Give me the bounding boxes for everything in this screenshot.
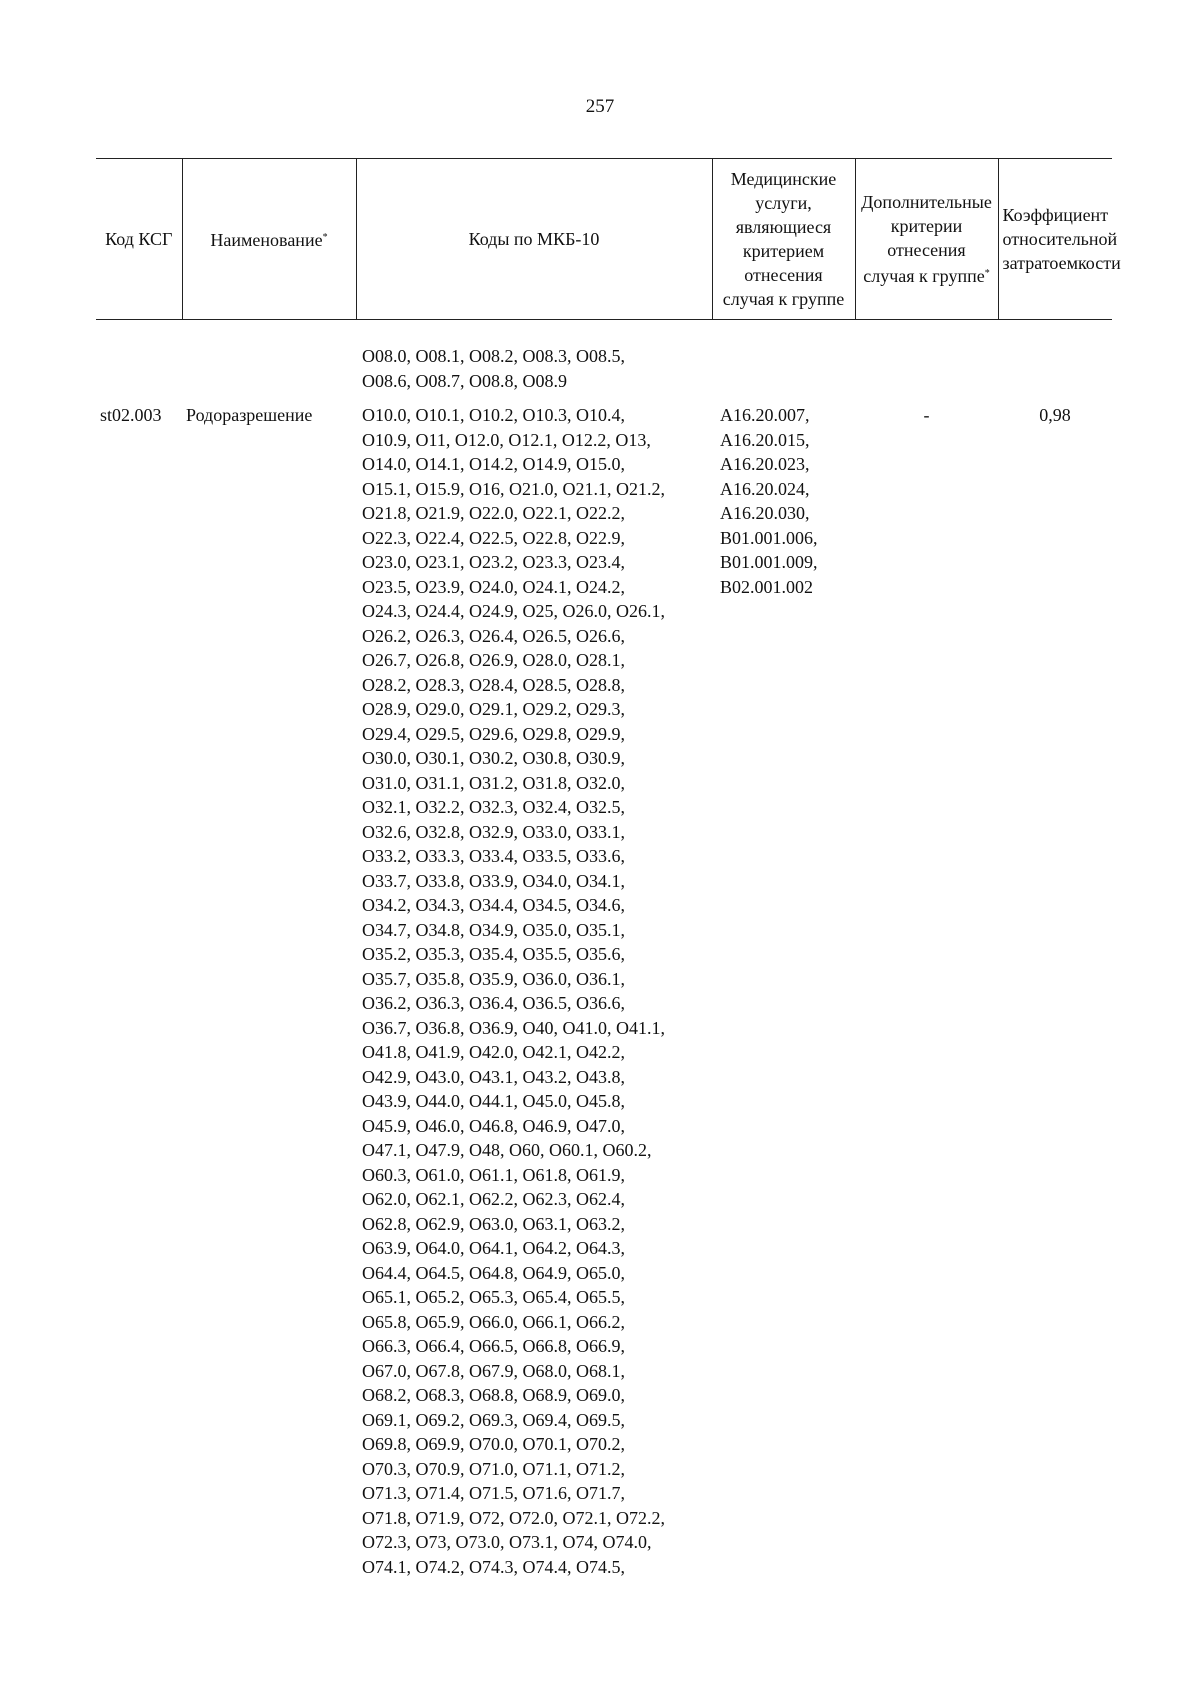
row-coefficient: 0,98 [1039,405,1071,425]
row-mkb-codes [356,403,712,1579]
mkb-code-line: O35.7, O35.8, O35.9, O36.0, O36.1, [362,968,625,989]
mkb-code-line: O10.9, O11, O12.0, O12.1, O12.2, O13, [362,429,651,450]
mkb-code-line: O67.0, O67.8, O67.9, O68.0, O68.1, [362,1360,625,1381]
header-additional-criteria: Дополнительные критерии отнесения случая к группе* [855,159,998,320]
mkb-code-line: O63.9, O64.0, O64.1, O64.2, O64.3, [362,1238,625,1258]
table-row [96,403,1112,1579]
mkb-code-line: O34.2, O34.3, O34.4, O34.5, O34.6, [362,895,625,915]
mkb-code-line: O31.0, O31.1, O31.2, O31.8, O32.0, [362,772,625,793]
service-code-line: A16.20.030, [720,503,810,523]
service-code-line: A16.20.023, [720,454,810,474]
mkb-code-line: O34.7, O34.8, O34.9, O35.0, O35.1, [362,919,625,940]
header-coefficient: Коэффициент относительной затратоемкости [998,159,1112,320]
mkb-code-line: O45.9, O46.0, O46.8, O46.9, O47.0, [362,1115,625,1136]
mkb-code-line: O69.1, O69.2, O69.3, O69.4, O69.5, [362,1409,625,1430]
row-code-ksg: st02.003 [100,405,162,425]
mkb-code-line: O29.4, O29.5, O29.6, O29.8, O29.9, [362,723,625,744]
mkb-code-line: O15.1, O15.9, O16, O21.0, O21.1, O21.2, [362,478,665,499]
mkb-code-line: O28.9, O29.0, O29.1, O29.2, O29.3, [362,699,625,719]
mkb-code-line: O62.0, O62.1, O62.2, O62.3, O62.4, [362,1189,625,1209]
mkb-code-line: O65.8, O65.9, O66.0, O66.1, O66.2, [362,1311,625,1332]
mkb-code-line: O10.0, O10.1, O10.2, O10.3, O10.4, [362,405,625,425]
mkb-code-line: O43.9, O44.0, O44.1, O45.0, O45.8, [362,1091,625,1111]
mkb-code-line: O23.5, O23.9, O24.0, O24.1, O24.2, [362,576,625,597]
mkb-code-line: O65.1, O65.2, O65.3, O65.4, O65.5, [362,1287,625,1307]
row-additional-criteria: - [923,405,930,425]
mkb-code-line: O66.3, O66.4, O66.5, O66.8, O66.9, [362,1336,625,1356]
service-code-line: A16.20.015, [720,429,810,450]
service-code-line: A16.20.007, [720,405,810,425]
mkb-code-line: O23.0, O23.1, O23.2, O23.3, O23.4, [362,552,625,572]
continuation-row [96,344,1112,403]
mkb-code-line: O30.0, O30.1, O30.2, O30.8, O30.9, [362,748,625,768]
header-medical-services: Медицинские услуги, являющиеся критерием отнесения случая к группе [712,159,855,320]
mkb-code-line: O36.2, O36.3, O36.4, O36.5, O36.6, [362,993,625,1013]
ksg-table [96,158,1121,1579]
spacer-row [96,320,1112,345]
mkb-code-line: O26.7, O26.8, O26.9, O28.0, O28.1, [362,650,625,670]
mkb-code-line: O41.8, O41.9, O42.0, O42.1, O42.2, [362,1042,625,1062]
header-name: Наименование* [182,159,356,320]
mkb-code-line: O36.7, O36.8, O36.9, O40, O41.0, O41.1, [362,1017,665,1038]
mkb-code-line: O08.6, O08.7, O08.8, O08.9 [362,370,567,391]
mkb-code-line: O64.4, O64.5, O64.8, O64.9, O65.0, [362,1262,625,1283]
mkb-code-line: O28.2, O28.3, O28.4, O28.5, O28.8, [362,674,625,695]
mkb-code-line: O22.3, O22.4, O22.5, O22.8, O22.9, [362,527,625,548]
mkb-code-line: O69.8, O69.9, O70.0, O70.1, O70.2, [362,1434,625,1454]
mkb-code-line: O21.8, O21.9, O22.0, O22.1, O22.2, [362,503,625,523]
service-code-line: A16.20.024, [720,478,810,499]
header-mkb-codes: Коды по МКБ-10 [356,159,712,320]
mkb-code-line: O60.3, O61.0, O61.1, O61.8, O61.9, [362,1164,625,1185]
mkb-code-line: O24.3, O24.4, O24.9, O25, O26.0, O26.1, [362,601,665,621]
continuation-mkb-codes [356,344,712,403]
service-code-line: B02.001.002 [720,576,814,597]
table-header-row [96,159,1112,320]
header-code-ksg: Код КСГ [96,159,182,320]
mkb-code-line: O08.0, O08.1, O08.2, O08.3, O08.5, [362,346,625,366]
mkb-code-line: O14.0, O14.1, O14.2, O14.9, O15.0, [362,454,625,474]
mkb-code-line: O72.3, O73, O73.0, O73.1, O74, O74.0, [362,1532,652,1552]
mkb-code-line: O71.3, O71.4, O71.5, O71.6, O71.7, [362,1483,625,1503]
mkb-code-line: O71.8, O71.9, O72, O72.0, O72.1, O72.2, [362,1507,665,1528]
mkb-code-line: O32.6, O32.8, O32.9, O33.0, O33.1, [362,821,625,842]
mkb-code-line: O26.2, O26.3, O26.4, O26.5, O26.6, [362,625,625,646]
row-medical-services [712,403,855,1579]
page-number: 257 [585,96,615,117]
mkb-code-line: O33.7, O33.8, O33.9, O34.0, O34.1, [362,870,625,891]
service-code-line: B01.001.006, [720,527,818,548]
row-name: Родоразрешение [186,405,313,425]
service-code-line: B01.001.009, [720,552,818,572]
mkb-code-line: O33.2, O33.3, O33.4, O33.5, O33.6, [362,846,625,866]
mkb-code-line: O35.2, O35.3, O35.4, O35.5, O35.6, [362,944,625,964]
mkb-code-line: O47.1, O47.9, O48, O60, O60.1, O60.2, [362,1140,652,1160]
mkb-code-line: O42.9, O43.0, O43.1, O43.2, O43.8, [362,1066,625,1087]
mkb-code-line: O68.2, O68.3, O68.8, O68.9, O69.0, [362,1385,625,1405]
mkb-code-line: O62.8, O62.9, O63.0, O63.1, O63.2, [362,1213,625,1234]
mkb-code-line: O70.3, O70.9, O71.0, O71.1, O71.2, [362,1458,625,1479]
mkb-code-line: O32.1, O32.2, O32.3, O32.4, O32.5, [362,797,625,817]
mkb-code-line: O74.1, O74.2, O74.3, O74.4, O74.5, [362,1556,625,1577]
